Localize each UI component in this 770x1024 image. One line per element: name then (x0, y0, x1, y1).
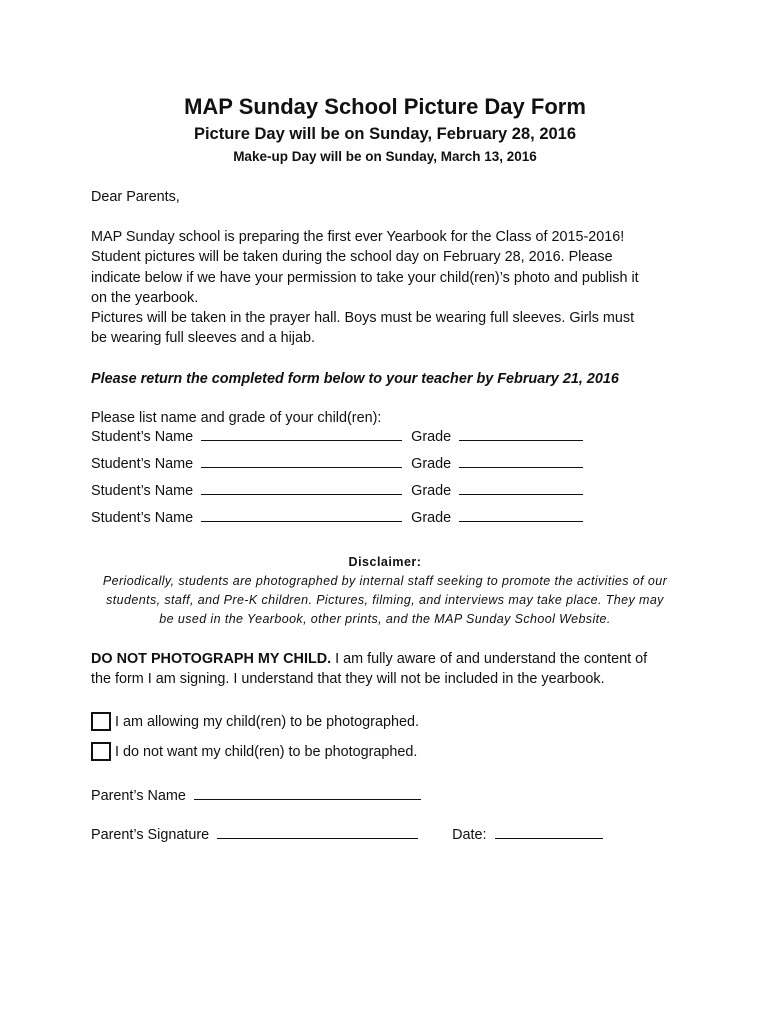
student-row (91, 428, 583, 445)
date-label: Date: (452, 827, 487, 843)
grade-field[interactable] (459, 428, 583, 441)
deny-photo-option[interactable] (91, 742, 417, 761)
letter-line: be wearing full sleeves and a hijab. (91, 330, 315, 347)
deny-photo-label: I do not want my child(ren) to be photographed. (115, 744, 418, 760)
do-not-photograph-text-line2: the form I am signing. I understand that they will not be included in the yearbook. (91, 671, 605, 688)
date-field[interactable] (495, 826, 603, 839)
allow-photo-option[interactable] (91, 712, 419, 731)
deny-photo-checkbox[interactable] (91, 742, 111, 761)
student-row (91, 455, 583, 472)
allow-photo-checkbox[interactable] (91, 712, 111, 731)
do-not-photograph-heading: DO NOT PHOTOGRAPH MY CHILD. (91, 651, 332, 667)
student-name-label: Student’s Name (91, 429, 194, 445)
student-name-label: Student’s Name (91, 483, 194, 499)
student-name-field[interactable] (201, 455, 402, 468)
student-row (91, 509, 583, 526)
disclaimer-line: Periodically, students are photographed by internal staff seeking to promote the activities of our (102, 574, 668, 588)
grade-field[interactable] (459, 455, 583, 468)
letter-line: indicate below if we have your permission to take your child(ren)’s photo and publish it (91, 269, 639, 286)
disclaimer-text (85, 572, 685, 629)
parent-name-row (91, 787, 421, 804)
student-name-field[interactable] (201, 482, 402, 495)
grade-field[interactable] (459, 482, 583, 495)
student-name-label: Student’s Name (91, 510, 194, 526)
grade-label: Grade (411, 429, 452, 445)
parent-name-field[interactable] (194, 787, 421, 800)
parent-signature-label: Parent’s Signature (91, 827, 210, 843)
return-note: Please return the completed form below to your teacher by February 21, 2016 (91, 371, 619, 387)
student-row (91, 482, 583, 499)
disclaimer-line: students, staff, and Pre-K children. Pictures, filming, and interviews may take place. They may (106, 593, 664, 607)
allow-photo-label: I am allowing my child(ren) to be photographed. (115, 714, 419, 730)
parent-name-label: Parent’s Name (91, 788, 186, 804)
grade-label: Grade (411, 456, 452, 472)
grade-label: Grade (411, 483, 452, 499)
student-name-label: Student’s Name (91, 456, 194, 472)
parent-signature-field[interactable] (217, 826, 418, 839)
student-name-field[interactable] (201, 509, 402, 522)
parent-signature-row (91, 826, 603, 843)
letter-line: Student pictures will be taken during the school day on February 28, 2016. Please (91, 249, 613, 266)
disclaimer-title: Disclaimer: (348, 555, 422, 569)
form-title: MAP Sunday School Picture Day Form (184, 94, 586, 119)
makeup-day-line: Make-up Day will be on Sunday, March 13, 2016 (233, 149, 537, 164)
do-not-photograph-statement (91, 649, 647, 690)
grade-label: Grade (411, 510, 452, 526)
grade-field[interactable] (459, 509, 583, 522)
salutation: Dear Parents, (91, 189, 180, 205)
picture-day-line: Picture Day will be on Sunday, February 28, 2016 (193, 125, 577, 143)
letter-line: MAP Sunday school is preparing the first ever Yearbook for the Class of 2015-2016! (91, 229, 625, 245)
do-not-photograph-text: I am fully aware of and understand the content of (331, 651, 648, 667)
letter-line: Pictures will be taken in the prayer hall. Boys must be wearing full sleeves. Girls must (91, 310, 635, 327)
disclaimer-line: be used in the Yearbook, other prints, and the MAP Sunday School Website. (159, 612, 611, 626)
student-name-field[interactable] (201, 428, 402, 441)
student-list-intro: Please list name and grade of your child(ren): (91, 410, 382, 426)
letter-line: on the yearbook. (91, 289, 199, 306)
letter-body (91, 227, 691, 349)
